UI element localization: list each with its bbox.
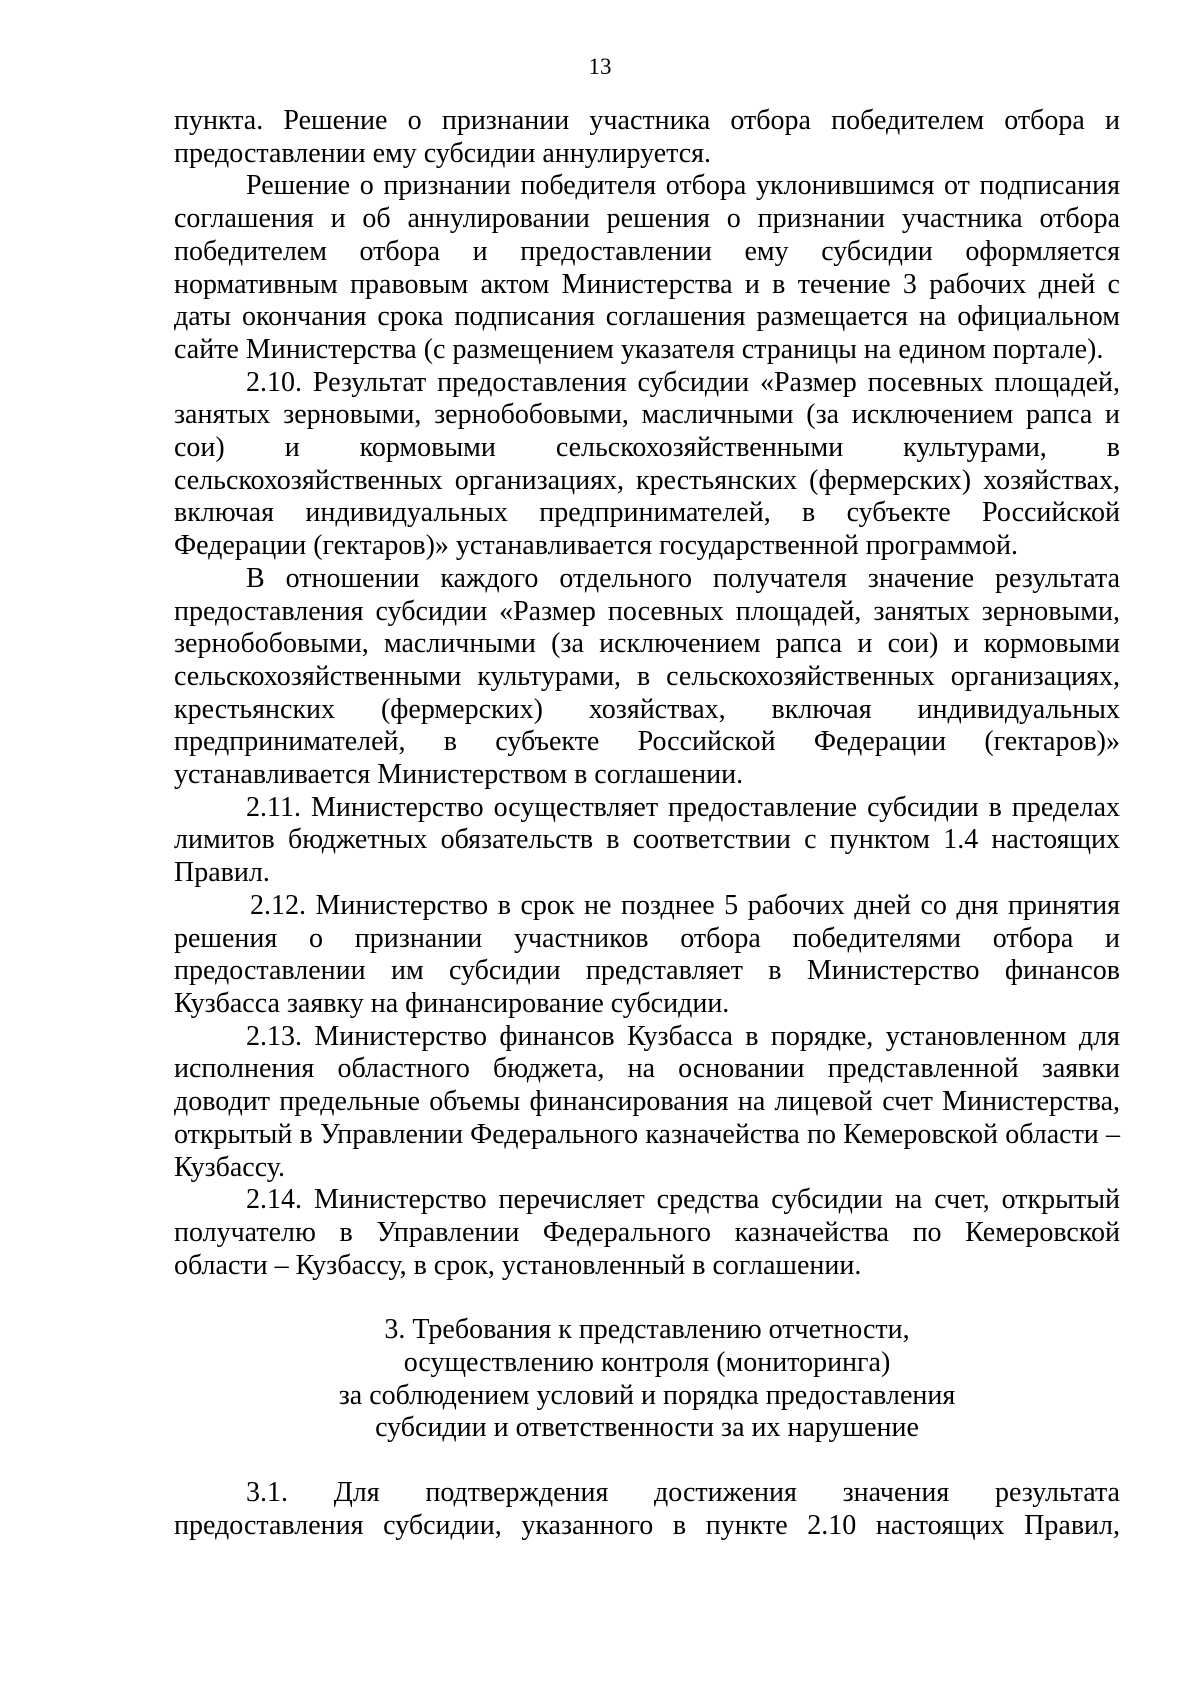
word: результата [994, 1477, 1120, 1509]
paragraph-2-14: 2.14. Министерство перечисляет средства субсидии на счет, открытый получателю в Управлении Федерального казначейства по Кемеровской области – Кузбассу, в срок, установленный в соглашении. [174, 1184, 1120, 1281]
section-heading-line: 3. Требования к представлению отчетности, [384, 1314, 910, 1346]
document-body [174, 105, 1120, 1543]
section-heading-line: за соблюдением условий и порядка предоставления [338, 1379, 956, 1411]
paragraph-3-1 [174, 1477, 1120, 1542]
word: подтверждения [425, 1477, 609, 1509]
page-number: 13 [588, 54, 612, 79]
word: значения [842, 1477, 950, 1509]
paragraph-continuation: пункта. Решение о признании участника отбора победителем отбора и предоставлении ему субсидии аннулируется. [174, 105, 1120, 169]
section-heading-line: осуществлению контроля (мониторинга) [403, 1347, 891, 1379]
paragraph-3-1-second-line: предоставления субсидии, указанного в пункте 2.10 настоящих Правил, [174, 1509, 1120, 1541]
paragraph-result-value: В отношении каждого отдельного получателя значение результата предоставления субсидии «Размер посевных площадей, занятых зерновыми, зернобобовыми, масличными (за исключением рапса и сои) и кормовыми сельскохозяйственными культурами, в сельскохозяйственных организациях, крестьянских (фермерских) хозяйствах, включая индивидуальных предпринимателей, в субъекте Российской Федерации (гектаров)» устанавливается Министерством в соглашении. [174, 562, 1120, 791]
section-heading [174, 1314, 1120, 1445]
word: 3.1. [246, 1477, 288, 1509]
paragraph-2-13: 2.13. Министерство финансов Кузбасса в порядке, установленном для исполнения областного бюджета, на основании представленной заявки доводит предельные объемы финансирования на лицевой счет Министерства, открытый в Управлении Федерального казначейства по Кемеровской области – Кузбассу. [174, 1020, 1120, 1183]
word: Для [333, 1477, 380, 1509]
paragraph-2-11: 2.11. Министерство осуществляет предоставление субсидии в пределах лимитов бюджетных обязательств в соответствии с пунктом 1.4 настоящих Правил. [174, 791, 1120, 889]
section-heading-line: субсидии и ответственности за их нарушение [375, 1412, 919, 1444]
paragraph-2-10: 2.10. Результат предоставления субсидии «Размер посевных площадей, занятых зерновыми, зернобобовыми, масличными (за исключением рапса и сои) и кормовыми сельскохозяйственными культурами, в сельскохозяйственных организациях, крестьянских (фермерских) хозяйствах, включая индивидуальных предпринимателей, в субъекте Российской Федерации (гектаров)» устанавливается государственной программой. [174, 366, 1120, 562]
word: достижения [654, 1477, 797, 1509]
paragraph-2-12: 2.12. Министерство в срок не позднее 5 рабочих дней со дня принятия решения о признании участников отбора победителями отбора и предоставлении им субсидии представляет в Министерство финансов Кузбасса заявку на финансирование субсидии. [174, 889, 1120, 1019]
paragraph-annulment-decision: Решение о признании победителя отбора уклонившимся от подписания соглашения и об аннулировании решения о признании участника отбора победителем отбора и предоставлении ему субсидии оформляется нормативным правовым актом Министерства и в течение 3 рабочих дней с даты окончания срока подписания соглашения размещается на официальном сайте Министерства (с размещением указателя страницы на едином портале). [174, 170, 1120, 365]
paragraph-3-1-first-line [174, 1477, 1120, 1510]
